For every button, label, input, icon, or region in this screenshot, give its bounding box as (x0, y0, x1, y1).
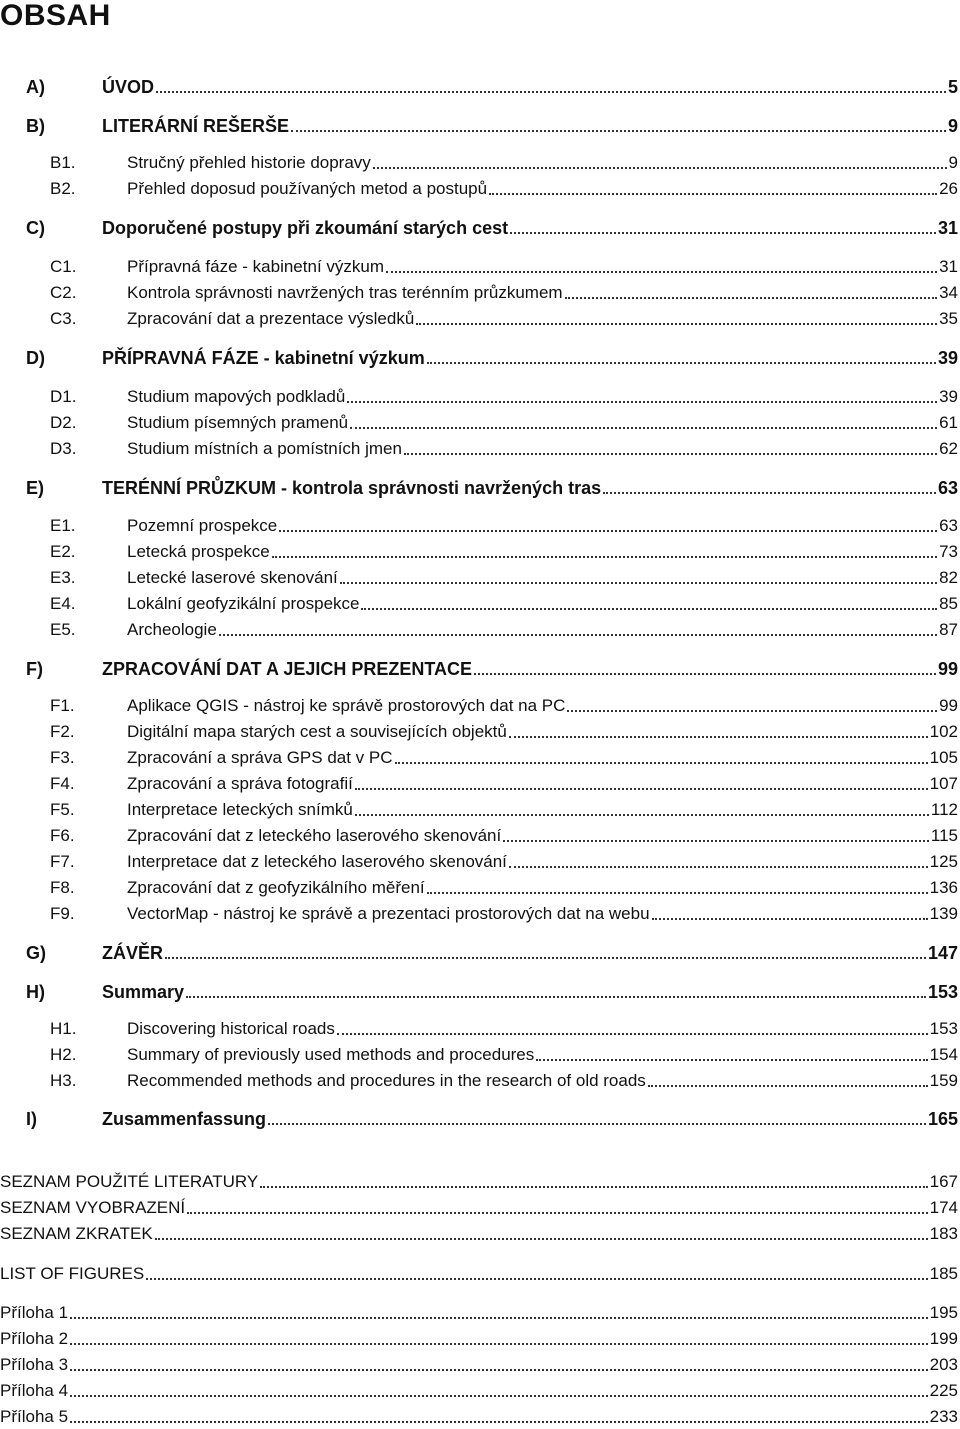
dot-leader (355, 814, 929, 816)
toc-entry[interactable] (0, 437, 958, 461)
toc-entry-page: 195 (929, 1303, 958, 1322)
toc-entry-page: 87 (939, 620, 958, 639)
toc-entry-line (0, 1301, 958, 1325)
toc-entry-title: Recommended methods and procedures in the research of old roads (127, 1071, 646, 1090)
toc-entry-page: 62 (939, 439, 958, 458)
toc-entry[interactable] (0, 980, 958, 1004)
dot-leader (70, 1343, 928, 1345)
toc-entry-line (102, 657, 958, 681)
toc-entry-page: 153 (929, 1019, 958, 1038)
dot-leader (648, 1085, 928, 1087)
toc-entry-number: B2. (50, 179, 76, 198)
toc-entry-title: Zpracování a správa fotografií (127, 774, 353, 793)
dot-leader (603, 492, 936, 494)
toc-entry-number: E) (26, 478, 44, 498)
toc-entry-number: F5. (50, 800, 75, 819)
toc-entry-page: 105 (929, 748, 958, 767)
dot-leader (337, 1033, 928, 1035)
toc-entry[interactable] (0, 281, 958, 305)
toc-entry-page: 125 (929, 852, 958, 871)
toc-entry[interactable] (0, 1262, 958, 1286)
toc-entry-title: PŘÍPRAVNÁ FÁZE - kabinetní výzkum (102, 348, 425, 368)
dot-leader (427, 362, 936, 364)
toc-entry-page: 99 (939, 696, 958, 715)
toc-entry-line (102, 114, 958, 138)
dot-leader (155, 1238, 928, 1240)
toc-entry-title: Studium místních a pomístních jmen (127, 439, 402, 458)
toc-entry[interactable] (0, 1196, 958, 1220)
toc-entry[interactable] (0, 1170, 958, 1194)
toc-entry-number: D3. (50, 439, 77, 458)
toc-entry-page: 39 (939, 387, 958, 406)
toc-entry-number: C3. (50, 309, 77, 328)
toc-entry[interactable] (0, 411, 958, 435)
dot-leader (427, 892, 928, 894)
toc-entry-title: Zpracování a správa GPS dat v PC (127, 748, 393, 767)
toc-entry-number: F2. (50, 722, 75, 741)
toc-entry[interactable] (0, 255, 958, 279)
dot-leader (536, 1059, 927, 1061)
toc-entry-line (0, 1353, 958, 1377)
toc-entry-title: TERÉNNÍ PRŮZKUM - kontrola správnosti navržených tras (102, 478, 602, 498)
toc-entry-line (127, 540, 958, 564)
toc-entry-title: Přehled doposud používaných metod a postupů (127, 179, 488, 198)
toc-entry-number: C2. (50, 283, 77, 302)
toc-entry[interactable] (0, 746, 958, 770)
toc-entry[interactable] (0, 1107, 958, 1131)
dot-leader (510, 232, 936, 234)
toc-entry[interactable] (0, 876, 958, 900)
toc-entry-line (0, 1222, 958, 1246)
toc-entry[interactable] (0, 75, 958, 99)
toc-entry-page: 85 (939, 594, 958, 613)
dot-leader (268, 1123, 926, 1125)
toc-entry-line (102, 216, 958, 240)
toc-entry-page: 185 (929, 1264, 958, 1283)
toc-entry[interactable] (0, 720, 958, 744)
toc-entry[interactable] (0, 1017, 958, 1041)
toc-entry-number: F4. (50, 774, 75, 793)
toc-entry-number: H) (26, 982, 45, 1002)
toc-entry-page: 35 (939, 309, 958, 328)
toc-entry[interactable] (0, 1222, 958, 1246)
toc-entry-page: 203 (929, 1355, 958, 1374)
toc-entry-page: 107 (929, 774, 958, 793)
toc-entry[interactable] (0, 566, 958, 590)
toc-entry-number: D1. (50, 387, 77, 406)
toc-entry[interactable] (0, 941, 958, 965)
dot-leader (279, 530, 937, 532)
toc-entry[interactable] (0, 1405, 958, 1429)
toc-entry-page: 31 (939, 257, 958, 276)
toc-entry-number: E2. (50, 542, 76, 561)
toc-entry-line (127, 151, 958, 175)
toc-entry-title: Příloha 1 (0, 1303, 69, 1322)
toc-entry-number: E5. (50, 620, 76, 639)
toc-entry[interactable] (0, 1379, 958, 1403)
dot-leader (291, 130, 946, 132)
toc-entry-page: 174 (929, 1198, 958, 1217)
toc-entry[interactable] (0, 618, 958, 642)
toc-entry[interactable] (0, 385, 958, 409)
toc-entry-title: Zusammenfassung (102, 1109, 267, 1129)
toc-entry-line (127, 772, 958, 796)
toc-entry-page: 167 (929, 1172, 958, 1191)
dot-leader (373, 167, 947, 169)
toc-entry-line (127, 824, 958, 848)
toc-entry-page: 82 (939, 568, 958, 587)
toc-entry-number: H3. (50, 1071, 77, 1090)
toc-entry-line (0, 1405, 958, 1429)
toc-entry-title: SEZNAM VYOBRAZENÍ (0, 1198, 186, 1217)
toc-entry[interactable] (0, 657, 958, 681)
page-title: OBSAH (0, 0, 111, 32)
toc-entry[interactable] (0, 772, 958, 796)
dot-leader (565, 297, 938, 299)
toc-entry[interactable] (0, 540, 958, 564)
toc-entry[interactable] (0, 514, 958, 538)
toc-entry-line (0, 1327, 958, 1351)
toc-entry-title: Studium mapových podkladů (127, 387, 346, 406)
toc-entry-title: Aplikace QGIS - nástroj ke správě prostorových dat na PC (127, 696, 566, 715)
toc-entry-number: B1. (50, 153, 76, 172)
toc-entry-title: Digitální mapa starých cest a souvisejících objektů (127, 722, 507, 741)
toc-entry-page: 147 (927, 943, 958, 963)
toc-entry[interactable] (0, 1301, 958, 1325)
toc-entry-line (102, 476, 958, 500)
toc-entry-title: Archeologie (127, 620, 217, 639)
dot-leader (70, 1317, 928, 1319)
toc-entry-line (127, 411, 958, 435)
toc-entry-page: 183 (929, 1224, 958, 1243)
toc-entry-title: Příloha 3 (0, 1355, 69, 1374)
toc-entry-title: Příloha 4 (0, 1381, 69, 1400)
toc-entry-title: Letecké laserové skenování (127, 568, 338, 587)
dot-leader (350, 427, 937, 429)
toc-entry-line (0, 1262, 958, 1286)
dot-leader (70, 1421, 928, 1423)
toc-entry-line (127, 385, 958, 409)
toc-entry-line (102, 980, 958, 1004)
toc-entry-number: G) (26, 943, 46, 963)
dot-leader (186, 996, 926, 998)
toc-entry-title: Summary of previously used methods and procedures (127, 1045, 535, 1064)
toc-entry[interactable] (0, 1353, 958, 1377)
toc-entry-page: 233 (929, 1407, 958, 1426)
toc-entry[interactable] (0, 824, 958, 848)
toc-entry-page: 61 (939, 413, 958, 432)
toc-entry-number: A) (26, 77, 45, 97)
toc-entry-line (127, 1043, 958, 1067)
toc-entry-page: 102 (929, 722, 958, 741)
toc-entry-line (127, 798, 958, 822)
toc-entry-line (102, 941, 958, 965)
toc-entry[interactable] (0, 592, 958, 616)
toc-entry-page: 34 (939, 283, 958, 302)
dot-leader (187, 1212, 927, 1214)
toc-entry-page: 159 (929, 1071, 958, 1090)
toc-entry-line (102, 75, 958, 99)
toc-entry[interactable] (0, 177, 958, 201)
toc-entry-title: Interpretace dat z leteckého laserového skenování (127, 852, 507, 871)
dot-leader (219, 634, 937, 636)
toc-entry-title: ZPRACOVÁNÍ DAT A JEJICH PREZENTACE (102, 659, 473, 679)
toc-entry-line (127, 694, 958, 718)
toc-entry-line (127, 177, 958, 201)
toc-entry-page: 225 (929, 1381, 958, 1400)
toc-entry-page: 139 (929, 904, 958, 923)
toc-entry-page: 26 (939, 179, 958, 198)
dot-leader (416, 323, 937, 325)
toc-entry-number: H1. (50, 1019, 77, 1038)
toc-entry-line (127, 850, 958, 874)
dot-leader (156, 91, 946, 93)
toc-entry-title: VectorMap - nástroj ke správě a prezentaci prostorových dat na webu (127, 904, 650, 923)
toc-entry[interactable] (0, 114, 958, 138)
toc-entry-title: Zpracování dat z geofyzikálního měření (127, 878, 425, 897)
toc-entry[interactable] (0, 216, 958, 240)
toc-entry-title: ÚVOD (102, 77, 155, 97)
dot-leader (70, 1395, 928, 1397)
toc-entry-number: H2. (50, 1045, 77, 1064)
dot-leader (503, 840, 929, 842)
dot-leader (509, 866, 928, 868)
dot-leader (509, 736, 928, 738)
toc-entry[interactable] (0, 307, 958, 331)
dot-leader (146, 1278, 927, 1280)
toc-entry-title: Discovering historical roads (127, 1019, 335, 1038)
dot-leader (474, 673, 936, 675)
toc-entry-line (127, 281, 958, 305)
toc-entry-page: 165 (927, 1109, 958, 1129)
toc-entry-line (127, 566, 958, 590)
toc-entry-line (127, 514, 958, 538)
toc-entry-line (0, 1170, 958, 1194)
toc-entry[interactable] (0, 694, 958, 718)
dot-leader (165, 957, 926, 959)
toc-entry-title: LIST OF FIGURES (0, 1264, 145, 1283)
toc-entry-number: B) (26, 116, 45, 136)
toc-entry-page: 99 (937, 659, 958, 679)
toc-entry[interactable] (0, 476, 958, 500)
toc-entry[interactable] (0, 850, 958, 874)
toc-entry-page: 63 (937, 478, 958, 498)
toc-entry-title: Zpracování dat a prezentace výsledků (127, 309, 415, 328)
dot-leader (489, 193, 937, 195)
toc-entry-page: 154 (929, 1045, 958, 1064)
toc-entry[interactable] (0, 902, 958, 926)
toc-entry-title: SEZNAM ZKRATEK (0, 1224, 153, 1243)
toc-entry-line (127, 618, 958, 642)
dot-leader (272, 556, 937, 558)
toc-entry-line (127, 1069, 958, 1093)
toc-entry-title: Zpracování dat z leteckého laserového skenování (127, 826, 502, 845)
toc-entry-number: E1. (50, 516, 76, 535)
toc-entry-title: Příloha 2 (0, 1329, 69, 1348)
toc-entry-page: 39 (937, 348, 958, 368)
toc-entry-page: 63 (939, 516, 958, 535)
toc-entry-line (127, 902, 958, 926)
toc-entry-page: 153 (927, 982, 958, 1002)
toc-entry-number: C1. (50, 257, 77, 276)
toc-entry-title: Studium písemných pramenů (127, 413, 349, 432)
toc-entry-number: E3. (50, 568, 76, 587)
toc-entry-line (127, 592, 958, 616)
toc-entry-number: F3. (50, 748, 75, 767)
toc-entry-page: 9 (947, 116, 958, 136)
toc-entry-line (0, 1379, 958, 1403)
toc-entry-line (0, 1196, 958, 1220)
toc-entry-line (127, 720, 958, 744)
toc-entry-number: F1. (50, 696, 75, 715)
toc-entry-title: Pozemní prospekce (127, 516, 278, 535)
toc-entry-page: 31 (937, 218, 958, 238)
toc-entry-title: LITERÁRNÍ REŠERŠE (102, 116, 290, 136)
toc-entry-line (102, 1107, 958, 1131)
toc-entry-page: 73 (939, 542, 958, 561)
toc-entry-line (127, 255, 958, 279)
toc-entry-line (127, 876, 958, 900)
toc-entry-title: SEZNAM POUŽITÉ LITERATURY (0, 1172, 259, 1191)
toc-entry-title: Summary (102, 982, 185, 1002)
dot-leader (567, 710, 937, 712)
toc-entry-title: Letecká prospekce (127, 542, 270, 561)
toc-entry-number: D2. (50, 413, 77, 432)
toc-entry-title: Doporučené postupy při zkoumání starých cest (102, 218, 509, 238)
toc-entry-line (127, 307, 958, 331)
toc-entry[interactable] (0, 346, 958, 370)
toc-entry-page: 115 (930, 826, 958, 845)
toc-entry-title: Příloha 5 (0, 1407, 69, 1426)
toc-entry-title: Kontrola správnosti navržených tras terénním průzkumem (127, 283, 563, 302)
dot-leader (395, 762, 928, 764)
dot-leader (70, 1369, 928, 1371)
toc-entry-number: F) (26, 659, 43, 679)
toc-entry[interactable] (0, 151, 958, 175)
dot-leader (404, 453, 937, 455)
dot-leader (355, 788, 928, 790)
toc-entry-title: Stručný přehled historie dopravy (127, 153, 371, 172)
toc-entry[interactable] (0, 1327, 958, 1351)
toc-entry-number: D) (26, 348, 45, 368)
toc-entry-title: Lokální geofyzikální prospekce (127, 594, 360, 613)
toc-entry-line (127, 1017, 958, 1041)
toc-entry-line (102, 346, 958, 370)
toc-entry-number: F6. (50, 826, 75, 845)
toc-entry-number: F9. (50, 904, 75, 923)
toc-entry-number: E4. (50, 594, 76, 613)
toc-entry-page: 112 (930, 800, 958, 819)
toc-entry[interactable] (0, 1069, 958, 1093)
toc-entry-title: Přípravná fáze - kabinetní výzkum (127, 257, 385, 276)
toc-entry-page: 5 (947, 77, 958, 97)
toc-entry-title: ZÁVĚR (102, 943, 164, 963)
dot-leader (347, 401, 937, 403)
toc-entry-number: F7. (50, 852, 75, 871)
dot-leader (386, 271, 937, 273)
toc-entry-page: 9 (948, 153, 958, 172)
toc-entry[interactable] (0, 1043, 958, 1067)
toc-entry-number: C) (26, 218, 45, 238)
toc-entry-number: F8. (50, 878, 75, 897)
toc-entry-line (127, 437, 958, 461)
toc-entry-page: 136 (929, 878, 958, 897)
toc-entry-number: I) (26, 1109, 37, 1129)
dot-leader (652, 918, 928, 920)
toc-entry-page: 199 (929, 1329, 958, 1348)
toc-entry-line (127, 746, 958, 770)
dot-leader (260, 1186, 927, 1188)
toc-entry-title: Interpretace leteckých snímků (127, 800, 353, 819)
toc-entry[interactable] (0, 798, 958, 822)
dot-leader (361, 608, 937, 610)
dot-leader (340, 582, 937, 584)
